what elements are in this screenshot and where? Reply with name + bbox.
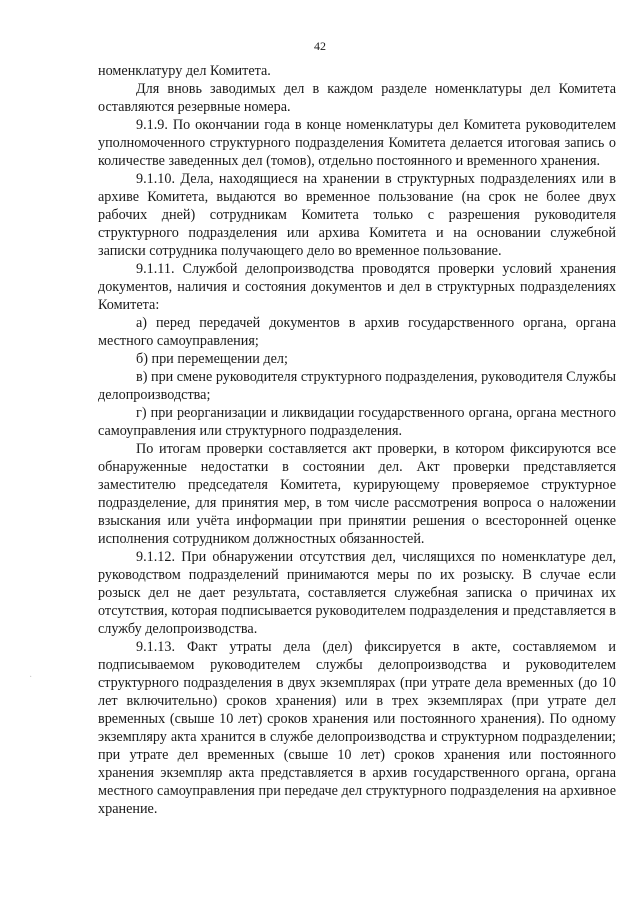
list-item-g: г) при реорганизации и ликвидации государственного органа, органа местного самоуправления или структурного подразделения. — [98, 405, 616, 439]
document-body — [98, 62, 616, 818]
paragraph-inspection-results: По итогам проверки составляется акт проверки, в котором фиксируются все обнаруженные недостатки в состоянии дел. Акт проверки представляется заместителю председателя Комитета, курирующему проверяемое структурное подразделение, для принятия мер, в том числе рассмотрения вопроса о наложении взыскания или учёта информации при принятии решения о всесторонней оценке исполнения сотрудником должностных обязанностей. — [98, 441, 616, 547]
paragraph-continuation: номенклатуру дел Комитета. — [98, 63, 271, 79]
paragraph-9-1-12: 9.1.12. При обнаружении отсутствия дел, числящихся по номенклатуре дел, руководством подразделений принимаются меры по их розыску. В случае если розыск дел не дает результата, составляется служебная записка о причинах их отсутствия, которая подписывается руководителем подразделения и представляется в службу делопроизводства. — [98, 549, 616, 637]
list-item-b: б) при перемещении дел; — [136, 351, 288, 367]
paragraph-reserve-numbers: Для вновь заводимых дел в каждом разделе номенклатуры дел Комитета оставляются резервные номера. — [98, 81, 616, 115]
list-item-v: в) при смене руководителя структурного подразделения, руководителя Службы делопроизводства; — [98, 369, 616, 403]
list-item-a: а) перед передачей документов в архив государственного органа, органа местного самоуправления; — [98, 315, 616, 349]
paragraph-9-1-13: 9.1.13. Факт утраты дела (дел) фиксируется в акте, составляемом и подписываемом руководителем службы делопроизводства и руководителем структурного подразделения в двух экземплярах (при утрате дела временных (до 10 лет включительно) сроков хранения) или в трех экземплярах (при утрате дел временных (свыше 10 лет) сроков хранения или постоянного хранения). По одному экземпляру акта хранится в службе делопроизводства и структурном подразделении; при утрате дел временных (свыше 10 лет) сроков хранения или постоянного хранения экземпляр акта представляется в архив государственного органа, органа местного самоуправления при передаче дел структурного подразделения на архивное хранение. — [98, 639, 616, 817]
paragraph-9-1-9: 9.1.9. По окончании года в конце номенклатуры дел Комитета руководителем уполномоченного структурного подразделения Комитета делается итоговая запись о количестве заведенных дел (томов), отдельно постоянного и временного хранения. — [98, 117, 616, 169]
page-number: 42 — [314, 39, 326, 53]
paragraph-9-1-10: 9.1.10. Дела, находящиеся на хранении в структурных подразделениях или в архиве Комитета, выдаются во временное пользование (на срок не более двух рабочих дней) сотрудникам Комитета только с разрешения руководителя структурного подразделения или архива Комитета и на основании служебной записки сотрудника получающего дело во временное пользование. — [98, 171, 616, 259]
paragraph-9-1-11: 9.1.11. Службой делопроизводства проводятся проверки условий хранения документов, наличия и состояния документов и дел в структурных подразделениях Комитета: — [98, 261, 616, 313]
margin-mark: · — [29, 672, 33, 683]
